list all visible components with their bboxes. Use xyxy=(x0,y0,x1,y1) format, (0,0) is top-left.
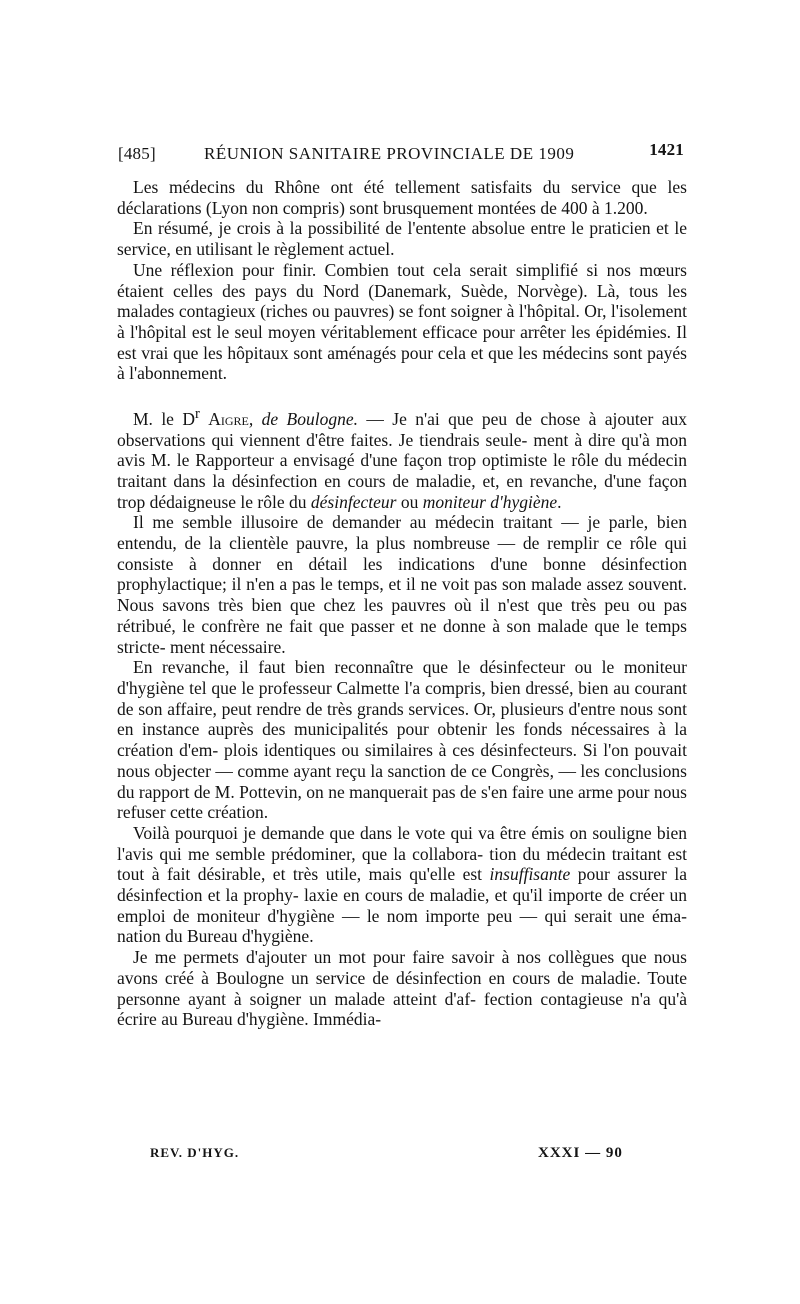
paragraph-illusoire: Il me semble illusoire de demander au médecin traitant — je parle, bien entendu, de la clientèle pauvre, la plus nombreuse — de remplir ce rôle qui consiste à donner en détail les indications d'une bonne désinfection prophylactique; il n'en a pas le temps, et il ne voit pas son malade assez souvent. Nous savons très bien que chez les pauvres où il n'est que très peu ou pas rétribué, le confrère ne fait que passer et ne donne à son malade que le temps stricte- ment nécessaire. xyxy=(117,512,687,657)
paragraph-rhone: Les médecins du Rhône ont été tellement satisfaits du service que les déclarations (Lyon non compris) sont brusquement montées de 400 à 1.200. xyxy=(117,177,687,218)
page-footer xyxy=(150,1145,650,1169)
page-reference: [485] xyxy=(118,144,156,163)
speech-paragraph xyxy=(117,404,687,512)
speech-closing: . xyxy=(557,491,562,512)
speaker-prefix: M. le D xyxy=(133,408,195,429)
running-header xyxy=(118,138,684,166)
voila-after: pour assurer la désinfection et la prophy- laxie en cours de maladie, et qu'il importe de créer un emploi de moniteur d'hygiène — le nom importe peu — qui serait une éma- nation du Bureau d'hygiène. xyxy=(117,864,687,947)
page-number: 1421 xyxy=(649,140,684,159)
speaker-title-sup: r xyxy=(194,406,200,423)
body-text xyxy=(117,177,687,1030)
speech-italic-desinfecteur: désinfecteur xyxy=(310,491,397,512)
speaker-place: , de Boulogne. xyxy=(248,408,358,429)
running-title: RÉUNION SANITAIRE PROVINCIALE DE 1909 xyxy=(204,144,575,163)
paragraph-voila xyxy=(117,823,687,947)
speech-between: ou xyxy=(396,491,423,512)
voila-italic: insuffisante xyxy=(489,864,571,885)
voila-before: Voilà pourquoi je demande que dans le vote qui va être émis on souligne bien l'avis qui me semble prédominer, que la collabora- tion du médecin traitant est tout à fait désirable, et très utile, mais qu'elle est xyxy=(117,822,687,885)
paragraph-revanche: En revanche, il faut bien reconnaître que le désinfecteur ou le moniteur d'hygiène tel que le professeur Calmette l'a compris, bien dressé, bien au courant de son affaire, peut rendre de très grands services. Or, plusieurs d'entre nous sont en instance auprès des municipalités pour obtenir les fonds nécessaires à la création d'em- plois identiques ou similaires à ces désinfecteurs. Si l'on pouvait nous objecter — comme ayant reçu la sanction de ce Congrès, — les conclusions du rapport de M. Pottevin, on ne manquerait pas de s'en faire une arme pour nous refuser cette création. xyxy=(117,657,687,823)
speaker-name: Aigre xyxy=(208,408,249,429)
paragraph-boulogne: Je me permets d'ajouter un mot pour faire savoir à nos collègues que nous avons créé à Boulogne un service de désinfection en cours de maladie. Toute personne ayant à soigner un malade atteint d'af- fection contagieuse n'a qu'à écrire au Bureau d'hygiène. Immédia- xyxy=(117,947,687,1030)
volume-signature: XXXI — 90 xyxy=(538,1145,623,1161)
speech-opening: — Je n'ai que peu de chose à ajouter aux observations qui viennent d'être faites. Je tiendrais seule- ment à dire qu'à mon avis M. le Rapporteur a envisagé d'une façon trop optimiste le rôle du médecin traitant dans la désinfection en cours de maladie, et, en revanche, d'une façon trop dédaigneuse le rôle du xyxy=(117,408,688,512)
journal-signature: REV. D'HYG. xyxy=(150,1145,240,1160)
paragraph-resume: En résumé, je crois à la possibilité de l'entente absolue entre le praticien et le service, en utilisant le règlement actuel. xyxy=(117,218,687,260)
paragraph-reflexion: Une réflexion pour finir. Combien tout cela serait simplifié si nos mœurs étaient celles des pays du Nord (Danemark, Suède, Norvège). Là, tous les malades contagieux (riches ou pauvres) se font soigner à l'hôpital. Or, l'isolement à l'hôpital est le seul moyen véritablement efficace pour arrêter les épidémies. Il est vrai que les hôpitaux sont aménagés pour cela et que les médecins sont payés à l'abonnement. xyxy=(117,259,687,384)
speech-italic-moniteur: moniteur d'hygiène xyxy=(422,491,558,512)
